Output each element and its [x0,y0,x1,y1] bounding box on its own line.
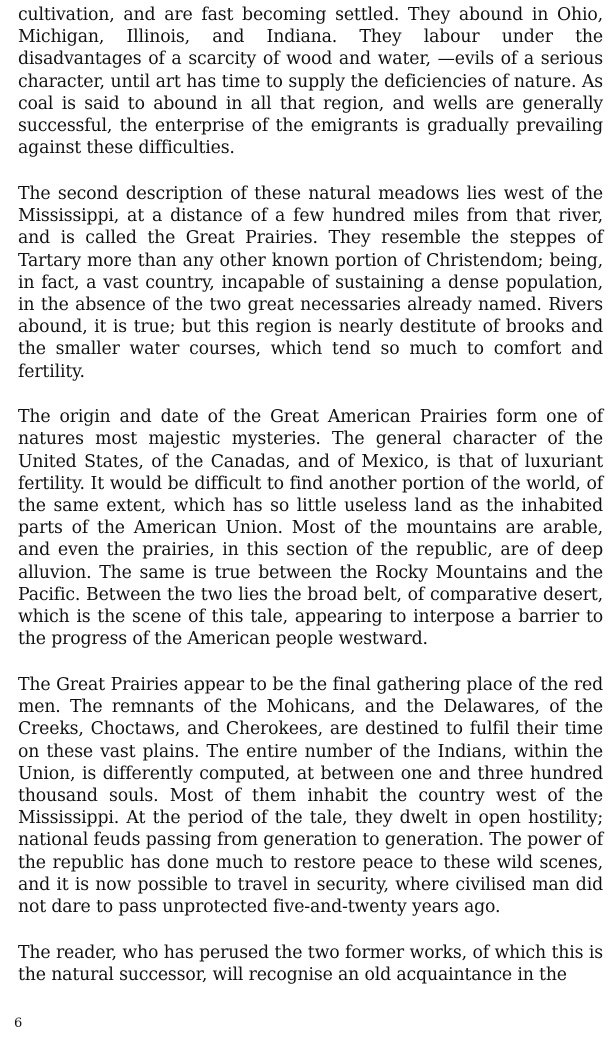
paragraph-3: The origin and date of the Great American Prairies form one of natures most majestic mysteries. The general character of the United States, of the Canadas, and of Mexico, is that of luxuriant fertility. It would be difficult to find another portion of the world, of the same extent, which has so little useless land as the inhabited parts of the American Union. Most of the mountains are arable, and even the prairies, in this section of the republic, are of deep alluvion. The same is true between the Rocky Mountains and the Pacific. Between the two lies the broad belt, of comparative desert, which is the scene of this tale, appearing to interpose a barrier to the progress of the American people westward. [18,407,603,650]
paragraph-1: cultivation, and are fast becoming settled. They abound in Ohio, Michigan, Illinois, and Indiana. They labour under the disadvantages of a scarcity of wood and water, —evils of a serious character, until art has time to supply the deficiencies of nature. As coal is said to abound in all that region, and wells are generally successful, the enterprise of the emigrants is gradually prevailing against these difficulties. [18,5,603,159]
paragraph-5: The reader, who has perused the two former works, of which this is the natural successor, will recognise an old acquaintance in the [18,942,603,985]
paragraph-2: The second description of these natural meadows lies west of the Mississippi, at a distance of a few hundred miles from that river, and is called the Great Prairies. They resemble the steppes of Tartary more than any other known portion of Christendom; being, in fact, a vast country, incapable of sustaining a dense population, in the absence of the two great necessaries already named. Rivers abound, it is true; but this region is nearly destitute of brooks and the smaller water courses, which tend so much to comfort and fertility. [18,183,603,382]
paragraph-4: The Great Prairies appear to be the final gathering place of the red men. The remnants of the Mohicans, and the Delawares, of the Creeks, Choctaws, and Cherokees, are destined to fulfil their time on these vast plains. The entire number of the Indians, within the Union, is differently computed, at between one and three hundred thousand souls. Most of them inhabit the country west of the Mississippi. At the period of the tale, they dwelt in open hostility; national feuds passing from generation to generation. The power of the republic has done much to restore peace to these wild scenes, and it is now possible to travel in security, where civilised man did not dare to pass unprotected five-and-twenty years ago. [18,674,603,918]
page-body [18,4,603,1010]
page-number: 6 [14,1016,23,1031]
